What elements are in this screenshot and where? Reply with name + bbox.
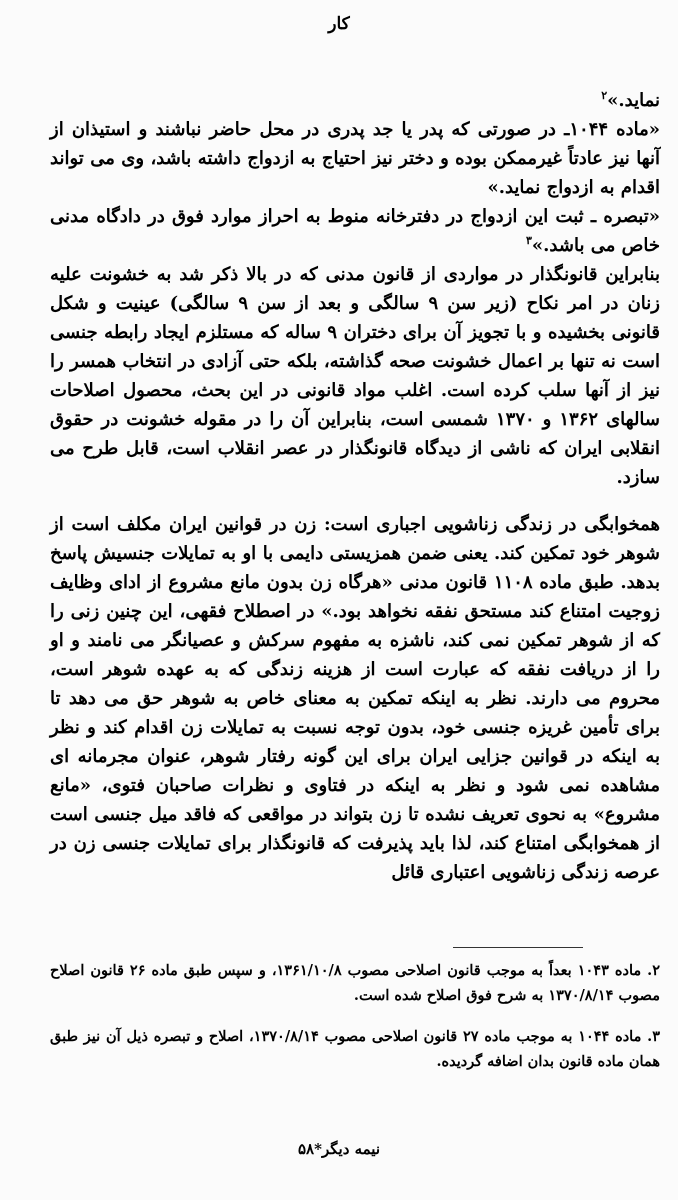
paragraph-gap bbox=[50, 492, 660, 510]
running-header: کار bbox=[328, 14, 350, 34]
footnote-divider bbox=[453, 947, 583, 948]
footnote-2: ۲. ماده ۱۰۴۳ بعداً به موجب قانون اصلاحی مصوب ۱۳۶۱/۱۰/۸، و سپس طبق ماده ۲۶ قانون اصلاح مصوب ۱۳۷۰/۸/۱۴ به شرح فوق اصلاح شده است. bbox=[50, 962, 660, 1004]
article-note-text: «تبصره ـ ثبت این ازدواج در دفترخانه منوط به احراز موارد فوق در دادگاه مدنی خاص می باشد.» bbox=[50, 206, 660, 256]
footnote-3: ۳. ماده ۱۰۴۴ به موجب ماده ۲۷ قانون اصلاحی مصوب ۱۳۷۰/۸/۱۴، اصلاح و تبصره ذیل آن نیز طبق همان ماده قانون بدان اضافه گردیده. bbox=[50, 1028, 660, 1070]
section-lead: همخوابگی در زندگی زناشویی اجباری است: bbox=[324, 514, 660, 535]
paragraph-cohabitation bbox=[50, 510, 660, 887]
main-text bbox=[50, 86, 660, 887]
paragraph-ending-text: نماید.» bbox=[607, 90, 660, 111]
paragraph-analysis: بنابراین قانونگذار در مواردی از قانون مدنی که در بالا ذکر شد به خشونت علیه زنان در امر نکاح (زیر سن ۹ سالگی و بعد از سن ۹ سالگی) عینیت و شکل قانونی بخشیده و با تجویز آن برای دختران ۹ ساله که مستلزم ایجاد رابطه جنسی است نه تنها بر اعمال خشونت صحه گذاشته، بلکه حتی آزادی در انتخاب همسر را نیز از آنها سلب کرده است. اغلب مواد قانونی در این بحث، محصول اصلاحات سالهای ۱۳۶۲ و ۱۳۷۰ شمسی است، بنابراین آن را در مقوله خشونت در حقوق انقلابی ایران که ناشی از دیدگاه قانونگذار در عصر انقلاب است، قابل طرح می سازد. bbox=[50, 264, 661, 488]
section-body: زن در قوانین ایران مکلف است از شوهر خود تمکین کند. یعنی ضمن همزیستی دایمی با او به تمایلات جنسیش پاسخ بدهد. طبق ماده ۱۱۰۸ قانون مدنی «هرگاه زن بدون مانع مشروع از ادای وظایف زوجیت امتناع کند مستحق نفقه نخواهد بود.» در اصطلاح فقهی، این چنین زنی را که از شوهر تمکین نمی کند، ناشزه به مفهوم سرکش و عصیانگر می نامند و او را از دریافت نفقه که عبارت است از هزینه زندگی که به عهده شوهر است، محروم می دارند. نظر به اینکه تمکین به معنای خاص به شوهر حق می دهد تا برای تأمین غریزه جنسی خود، بدون توجه نسبت به تمایلات زن اقدام کند و نظر به اینکه در قوانین جزایی ایران برای این گونه رفتار شوهر، عنوان مجرمانه ای مشاهده نمی شود و نظر به اینکه در فتاوی و نظرات صاحبان فتوی، «مانع مشروع» به نحوی تعریف نشده تا زن بتواند در مواقعی که فاقد میل جنسی است از همخوابگی امتناع کند، لذا باید پذیرفت که قانونگذار برای تمایلات جنسی زن در عرصه زندگی زناشویی اعتباری قائل bbox=[50, 514, 660, 883]
footnote-ref-2: ۲ bbox=[601, 89, 608, 102]
article-note bbox=[50, 202, 660, 260]
article-1044: «ماده ۱۰۴۴ـ در صورتی که پدر یا جد پدری در محل حاضر نباشند و استیذان از آنها نیز عادتاً غیرممکن بوده و دختر نیز احتیاج به ازدواج داشته باشد، وی می تواند اقدام به ازدواج نماید.» bbox=[50, 119, 661, 198]
paragraph-ending bbox=[50, 86, 660, 115]
footnote-ref-3: ۳ bbox=[525, 234, 532, 247]
footnotes bbox=[50, 958, 660, 1090]
page-footer: نیمه دیگر*۵۸ bbox=[297, 1140, 381, 1158]
